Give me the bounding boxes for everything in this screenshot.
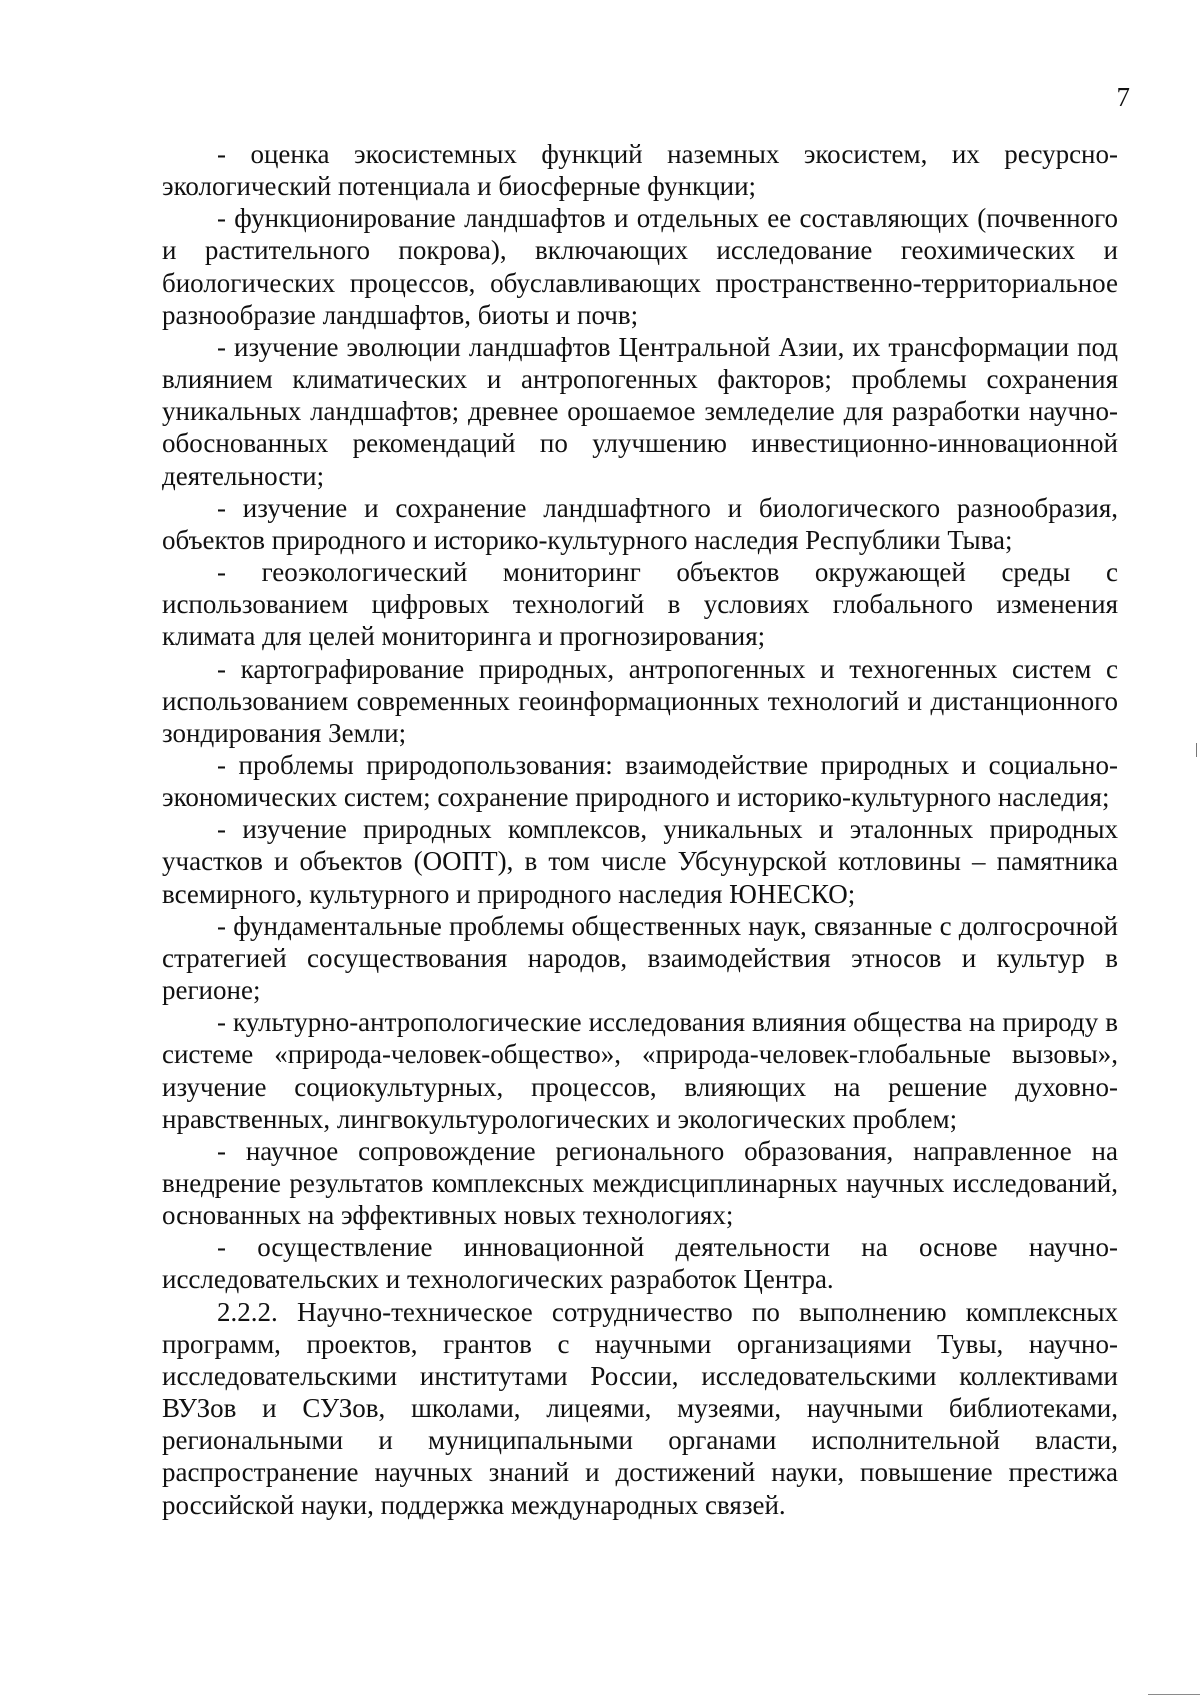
document-body: [162, 138, 1118, 1521]
paragraph-social-sciences: - фундаментальные проблемы общественных наук, связанные с долгосрочной стратегией сосуществования народов, взаимодействия этносов и культур в регионе;: [162, 910, 1118, 1006]
paragraph-landscape-evolution: - изучение эволюции ландшафтов Центральной Азии, их трансформации под влиянием климатических и антропогенных факторов; проблемы сохранения уникальных ландшафтов; древнее орошаемое земледелие для разработки научно-обоснованных рекомендаций по улучшению инвестиционно-инновационной деятельности;: [162, 331, 1118, 491]
paragraph-ecosystem-functions: - оценка экосистемных функций наземных экосистем, их ресурсно-экологический потенциала и биосферные функции;: [162, 139, 1118, 202]
paragraph-mapping: - картографирование природных, антропогенных и техногенных систем с использованием современных геоинформационных технологий и дистанционного зондирования Земли;: [162, 653, 1118, 748]
paragraph-landscape-functioning: - функционирование ландшафтов и отдельных ее составляющих (почвенного и растительного покрова), включающих исследование геохимических и биологических процессов, обуславливающих пространственно-территориальное разнообразие ландшафтов, биоты и почв;: [162, 203, 1118, 330]
page-number: 7: [1116, 82, 1130, 112]
paragraph-cultural-anthropology: - культурно-антропологические исследования влияния общества на природу в системе «природа-человек-общество», «природа-человек-глобальные вызовы», изучение социокультурных, процессов, влияющих на решение духовно-нравственных, лингвокультурологических и экологических проблем;: [162, 1007, 1118, 1134]
scan-artifact-stroke: [1148, 1694, 1200, 1695]
paragraph-nature-management: - проблемы природопользования: взаимодействие природных и социально-экономических систем; сохранение природного и историко-культурного наследия;: [162, 749, 1118, 813]
paragraph-geoecological-monitoring: - геоэкологический мониторинг объектов окружающей среды с использованием цифровых технологий в условиях глобального изменения климата для целей мониторинга и прогнозирования;: [162, 557, 1118, 652]
paragraph-natural-complexes: - изучение природных комплексов, уникальных и эталонных природных участков и объектов (ООПТ), в том числе Убсунурской котловины – памятника всемирного, культурного и природного наследия ЮНЕСКО;: [162, 814, 1118, 909]
paragraph-biodiversity-conservation: - изучение и сохранение ландшафтного и биологического разнообразия, объектов природного и историко-культурного наследия Республики Тыва;: [162, 492, 1118, 555]
paragraph-section-2-2-2: 2.2.2. Научно-техническое сотрудничество по выполнению комплексных программ, проектов, грантов с научными организациями Тувы, научно-исследовательскими институтами России, исследовательскими коллективами ВУЗов и СУЗов, школами, лицеями, музеями, научными библиотеками, региональными и муниципальными органами исполнительной власти, распространение научных знаний и достижений науки, повышение престижа российской науки, поддержка международных связей.: [162, 1296, 1118, 1520]
paragraph-innovation-activity: - осуществление инновационной деятельности на основе научно-исследовательских и технологических разработок Центра.: [162, 1232, 1118, 1295]
scan-artifact-mark: [1196, 743, 1197, 757]
paragraph-regional-education: - научное сопровождение регионального образования, направленное на внедрение результатов комплексных междисциплинарных научных исследований, основанных на эффективных новых технологиях;: [162, 1135, 1118, 1231]
